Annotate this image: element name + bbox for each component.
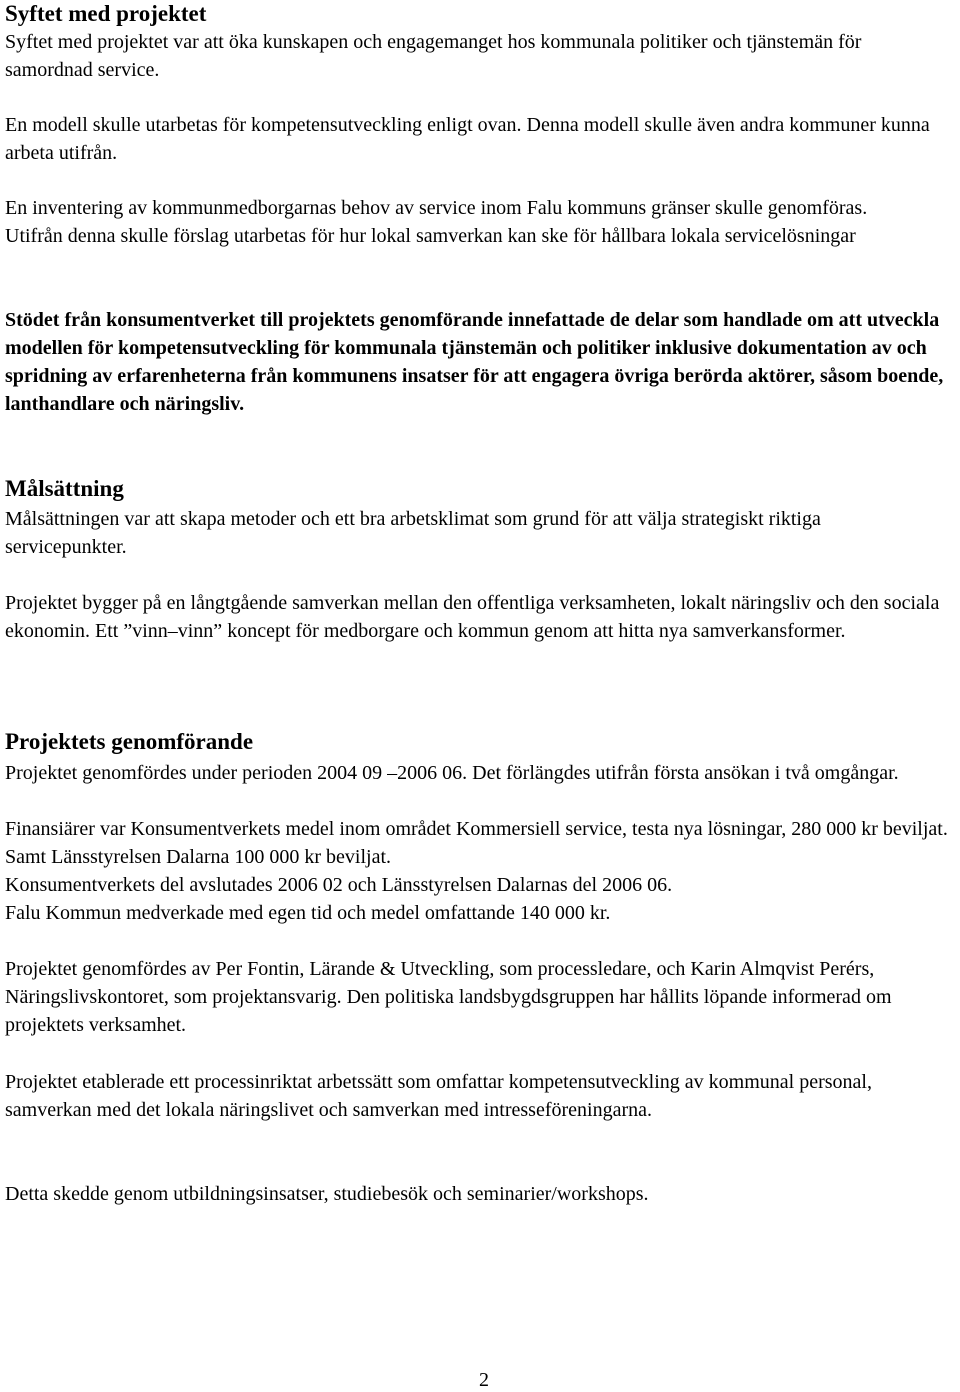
page-number: 2 (479, 1369, 489, 1391)
section-title-syftet: Syftet med projektet (5, 1, 207, 26)
paragraph-perioden: Projektet genomfördes under perioden 2004 09 –2006 06. Det förlängdes utifrån första ansökan i två omgångar. (5, 762, 899, 784)
paragraph-utbildningsinsatser: Detta skedde genom utbildningsinsatser, studiebesök och seminarier/workshops. (5, 1183, 649, 1205)
paragraph-samverkan: Projektet bygger på en långtgående samverkan mellan den offentliga verksamheten, lokalt näringsliv och den sociala ekonomin. Ett ”vinn–vinn” koncept för medborgare och kommun genom att hitta nya samverkansformer. (5, 592, 940, 642)
paragraph-modell: En modell skulle utarbetas för kompetensutveckling enligt ovan. Denna modell skulle även andra kommuner kunna arbeta utifrån. (5, 114, 930, 164)
paragraph-finansiarer: Finansiärer var Konsumentverkets medel inom området Kommersiell service, testa nya lösningar, 280 000 kr beviljat. Samt Länsstyrelsen Dalarna 100 000 kr beviljat. (5, 818, 948, 868)
paragraph-genomfordes-av: Projektet genomfördes av Per Fontin, Lärande & Utveckling, som processledare, och Karin Almqvist Perérs, Näringslivskontoret, som projektansvarig. Den politiska landsbygdsgruppen har hållits löpande informerad om projektets verksamhet. (5, 958, 892, 1036)
paragraph-syfte: Syftet med projektet var att öka kunskapen och engagemanget hos kommunala politiker och tjänstemän för samordnad service. (5, 31, 862, 81)
section-title-malsattning: Målsättning (5, 476, 124, 501)
paragraph-malsattningen: Målsättningen var att skapa metoder och ett bra arbetsklimat som grund för att välja strategiskt riktiga servicepunkter. (5, 508, 821, 558)
paragraph-stodet: Stödet från konsumentverket till projektets genomförande innefattade de delar som handlade om att utveckla modellen för kompetensutveckling för kommunala tjänstemän och politiker inklusive dokumentation av och spridning av erfarenheterna från kommunens insatser för att engagera övriga berörda aktörer, såsom boende, lanthandlare och näringsliv. (5, 309, 944, 415)
section-title-genomforande: Projektets genomförande (5, 729, 254, 754)
paragraph-processinriktat: Projektet etablerade ett processinriktat arbetssätt som omfattar kompetensutveckling av kommunal personal, samverkan med det lokala näringslivet och samverkan med intresseföreningarna. (5, 1071, 872, 1121)
paragraph-konsumentverket-del: Konsumentverkets del avslutades 2006 02 och Länsstyrelsen Dalarnas del 2006 06. (5, 874, 673, 896)
paragraph-falu-kommun: Falu Kommun medverkade med egen tid och medel omfattande 140 000 kr. (5, 902, 611, 924)
paragraph-inventering: En inventering av kommunmedborgarnas behov av service inom Falu kommuns gränser skulle genomföras. Utifrån denna skulle förslag utarbetas för hur lokal samverkan kan ske för hållbara lokala servicelösningar (5, 197, 868, 247)
